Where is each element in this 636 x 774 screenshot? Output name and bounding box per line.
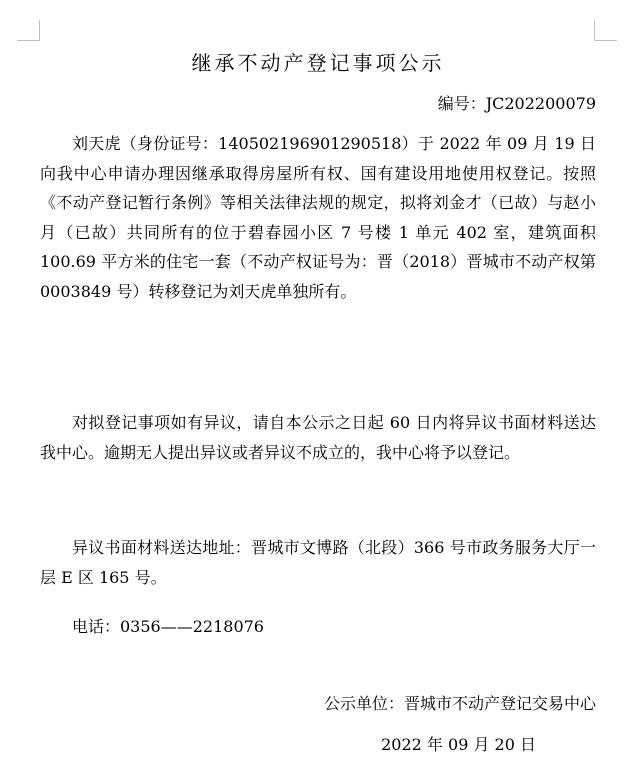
paragraph-phone: 电话：0356——2218076	[72, 617, 264, 636]
paragraph-objection-notice: 对拟登记事项如有异议，请自本公示之日起 60 日内将异议书面材料送达我中心。逾期无人提出异议或者异议不成立的，我中心将予以登记。	[40, 413, 596, 462]
document-title: 继承不动产登记事项公示	[191, 51, 445, 75]
page-corner-mark-top-left	[17, 20, 40, 41]
paragraph-objection-address: 异议书面材料送达地址：晋城市文博路（北段）366 号市政务服务大厅一层 E 区 165 号。	[40, 538, 596, 587]
page-corner-mark-top-right	[594, 20, 617, 41]
paragraph-application: 刘天虎（身份证号：140502196901290518）于 2022 年 09 月 19 日向我中心申请办理因继承取得房屋所有权、国有建设用地使用权登记。按照《不动产登记暂行条例》等相关法律法规的规定，拟将刘金才（已故）与赵小月（已故）共同所有的位于碧春园小区 7 号楼 1 单元 402 室，建筑面积 100.69 平方米的住宅一套（不动产权证号为：晋（2018）晋城市不动产权第 0003849 号）转移登记为刘天虎单独所有。	[40, 134, 596, 301]
document-number: 编号：JC202200079	[437, 94, 596, 113]
signature-unit: 公示单位：晋城市不动产登记交易中心	[323, 694, 596, 713]
signature-date: 2022 年 09 月 20 日	[381, 735, 536, 754]
